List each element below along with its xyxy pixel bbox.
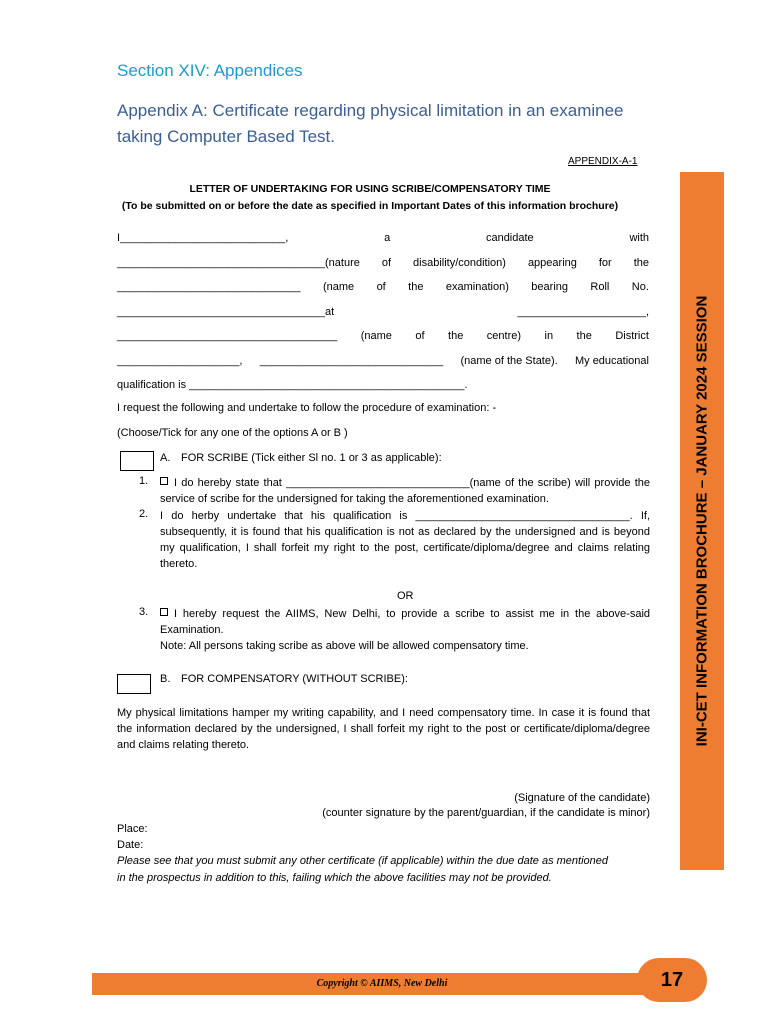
scribe-item-3 — [160, 606, 650, 654]
undertaking-paragraph — [117, 226, 649, 398]
undertaking-word: ____________________________________ — [117, 330, 338, 342]
undertaking-word: examination) — [445, 281, 509, 293]
scribe-item-3-text: I hereby request the AIIMS, New Delhi, to provide a scribe to assist me in the above-said Examination. — [160, 608, 650, 636]
section-title: Section XIV: Appendices — [117, 61, 303, 80]
undertaking-word: District — [615, 330, 649, 342]
undertaking-word: of — [376, 281, 386, 293]
undertaking-word: ____________________, — [117, 354, 243, 367]
limitations-paragraph: My physical limitations hamper my writing capability, and I need compensatory time. In case it is found that the information declared by the undersigned, I shall forfeit my right to the post or certificate/diploma/degree and claims relating thereto. — [117, 707, 650, 751]
undertaking-word: (name — [322, 281, 355, 293]
footnote: Please see that you must submit any other certificate (if applicable) within the due date as mentioned in the prospectus in addition to this, failing which the above facilities may not be provided. — [117, 855, 608, 884]
scribe-item-2-text: I do herby undertake that his qualification is ___________________________________. If, subsequently, it is found that his qualification is not as declared by the undersigned and is beyond my qualification, I shall forfeit my right to the post, certificate/diploma/degree and claims relating thereto. — [160, 510, 650, 570]
item-number: 1. — [139, 475, 149, 487]
undertaking-word: ______________________________ — [259, 354, 444, 367]
copyright-text: Copyright © AIIMS, New Delhi — [316, 978, 448, 989]
footer-bar — [92, 973, 672, 995]
undertaking-word: disability/condition) — [413, 256, 506, 269]
undertaking-word: the — [633, 256, 649, 269]
undertaking-line-4 — [117, 300, 649, 325]
square-checkbox-icon[interactable] — [160, 608, 168, 616]
undertaking-line-2 — [117, 251, 649, 276]
undertaking-word: __________________________________(nature — [117, 256, 360, 269]
option-a-title: FOR SCRIBE (Tick either Sl no. 1 or 3 as applicable): — [181, 452, 442, 464]
undertaking-word: the — [576, 330, 592, 342]
page-number: 17 — [637, 958, 707, 1002]
signature-caption: (Signature of the candidate) — [514, 792, 650, 804]
undertaking-word: ______________________________ — [117, 281, 301, 293]
side-banner — [680, 172, 724, 870]
scribe-item-1 — [160, 475, 650, 507]
choose-text: (Choose/Tick for any one of the options A or B ) — [117, 427, 348, 439]
square-checkbox-icon[interactable] — [160, 477, 168, 485]
option-a-checkbox[interactable] — [120, 451, 154, 471]
undertaking-word: (name — [360, 330, 392, 342]
undertaking-line-6 — [117, 349, 649, 374]
or-separator: OR — [397, 590, 414, 602]
compensatory-note: Note: All persons taking scribe as above will be allowed compensatory time. — [160, 640, 529, 652]
option-b-checkbox[interactable] — [117, 674, 151, 694]
undertaking-line-3 — [117, 275, 649, 300]
undertaking-word: candidate — [485, 232, 534, 244]
undertaking-word: No. — [631, 281, 649, 293]
undertaking-word: of — [381, 256, 392, 269]
undertaking-word: I___________________________, — [117, 232, 289, 244]
letter-title: LETTER OF UNDERTAKING FOR USING SCRIBE/COMPENSATORY TIME — [189, 183, 551, 195]
undertaking-word: for — [598, 256, 612, 269]
undertaking-word: with — [629, 232, 649, 244]
appendix-title: Appendix A: Certificate regarding physical limitation in an examinee taking Computer Based Test. — [117, 101, 624, 146]
undertaking-line-7: qualification is _____________________________________________. — [117, 379, 468, 391]
option-b-label: B. — [160, 673, 171, 685]
undertaking-word: the — [408, 281, 424, 293]
counter-signature-caption: (counter signature by the parent/guardian, if the candidate is minor) — [322, 807, 650, 819]
undertaking-word: a — [384, 232, 391, 244]
undertaking-line-5 — [117, 324, 649, 349]
scribe-item-2 — [160, 508, 650, 572]
undertaking-word: Roll — [590, 281, 610, 293]
item-number: 3. — [139, 606, 149, 618]
undertaking-word: centre) — [486, 330, 522, 342]
undertaking-word: (name of the State). — [460, 354, 558, 367]
item-number: 2. — [139, 508, 149, 520]
side-banner-text: INI-CET INFORMATION BROCHURE – JANUARY 2024 SESSION — [693, 295, 711, 747]
undertaking-line-1 — [117, 226, 649, 251]
appendix-code: APPENDIX-A-1 — [568, 156, 638, 167]
undertaking-word: of — [415, 330, 425, 342]
letter-heading — [90, 181, 650, 215]
date-label: Date: — [117, 839, 144, 851]
undertaking-word: __________________________________at — [117, 305, 335, 318]
scribe-item-1-text: I do hereby state that ______________________________(name of the scribe) will provide the service of scribe for the undersigned for taking the aforementioned examination. — [160, 477, 650, 505]
undertaking-word: _____________________, — [517, 305, 649, 318]
undertaking-word: the — [448, 330, 464, 342]
letter-subtitle: (To be submitted on or before the date as specified in Important Dates of this information brochure) — [121, 200, 619, 212]
undertaking-word: in — [544, 330, 554, 342]
place-label: Place: — [117, 823, 148, 835]
undertaking-word: My educational — [574, 354, 649, 367]
undertaking-word: appearing — [527, 256, 577, 269]
undertaking-word: bearing — [531, 281, 568, 293]
request-text: I request the following and undertake to follow the procedure of examination: - — [117, 402, 497, 414]
option-a-label: A. — [160, 452, 171, 464]
option-b-title: FOR COMPENSATORY (WITHOUT SCRIBE): — [181, 673, 408, 685]
